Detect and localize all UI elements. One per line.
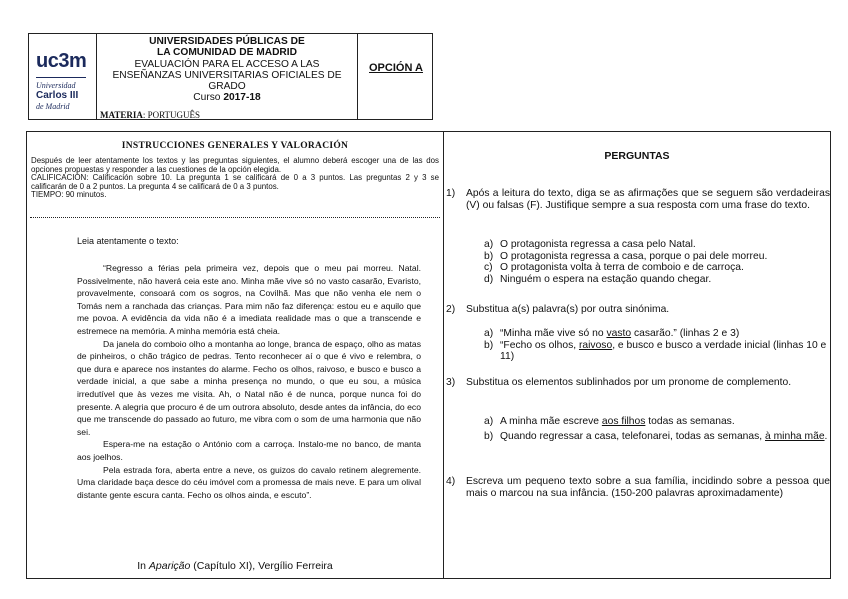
question-number: 4)	[446, 476, 456, 487]
item-text-tail: .	[824, 430, 828, 442]
underlined-words: à minha mãe	[765, 430, 825, 442]
header-curso	[97, 92, 357, 103]
materia-value: : PORTUGUÊS	[142, 110, 201, 120]
header-title-line-2: LA COMUNIDAD DE MADRID	[157, 47, 297, 59]
header-materia	[100, 110, 200, 120]
question-text: Escreva um pequeno texto sobre a sua família, incidindo sobre a pessoa que mais o marcou na sua infância. (150-200 palavras aproximadamente)	[466, 476, 830, 499]
underlined-word: raivoso	[578, 339, 613, 351]
text-intro: Leia atentamente o texto:	[77, 236, 179, 246]
item-text: O protagonista volta à terra de comboio e de carroça.	[500, 262, 744, 274]
item-letter: b)	[484, 250, 494, 262]
text-citation	[30, 560, 440, 572]
curso-value: 2017-18	[223, 92, 261, 104]
instructions-text	[31, 157, 439, 200]
header-eval-line-3: GRADO	[208, 81, 246, 93]
header-title-block	[97, 33, 357, 120]
logo-line-2: Carlos III	[36, 90, 79, 101]
underlined-words: aos filhos	[601, 416, 646, 427]
question-text: Substitua a(s) palavra(s) por outra sinónima.	[466, 304, 670, 315]
cite-work: Aparição	[148, 560, 191, 572]
text-paragraph-1: “Regresso a férias pela primeira vez, depois que o meu pai morreu. Natal. Possivelmente, não haverá ceia este ano. Minha mãe vive só no vasto casarão, Evaristo, provavelmente, consoará com os sogros, na Covilhã. Mas que não venha ele nem o Tomás nem a ranchada das crianças. Para mim não faz diferença: estou eu e aquilo que me povoa. A evidência da vida não é a imediata realidade mas o que a transcende e estremece na memória. A minha memória está cheia.	[77, 263, 421, 336]
cite-suffix: (Capítulo XI), Vergílio Ferreira	[190, 560, 333, 572]
question-text: Substitua os elementos sublinhados por um pronome de complemento.	[466, 377, 792, 388]
column-divider	[443, 131, 444, 579]
header-title-line-1: UNIVERSIDADES PÚBLICAS DE	[149, 36, 305, 47]
item-letter: a)	[484, 416, 494, 427]
list-item	[484, 262, 830, 274]
list-item	[484, 251, 830, 263]
item-letter: d)	[484, 273, 494, 285]
question-1-items	[484, 239, 830, 285]
item-letter: b)	[484, 430, 494, 442]
header-eval-line-2: ENSEÑANZAS UNIVERSITARIAS OFICIALES DE	[112, 69, 342, 81]
item-text: O protagonista regressa a casa pelo Natal.	[500, 239, 696, 250]
question-number: 1)	[446, 188, 456, 199]
logo-line-1: Universidad	[36, 81, 76, 90]
text-paragraph-4: Pela estrada fora, aberta entre a neve, os guizos do cavalo retinem alegremente. Uma claridade baça desce do céu imóvel com a promessa de mais neve. E para um olival distante gente escura canta. Fecho os olhos ainda, e escuto”.	[77, 464, 421, 500]
list-item	[484, 431, 830, 443]
item-text: “Fecho os olhos,	[500, 339, 579, 351]
text-paragraph-3: Espera-me na estação o António com a carroça. Instalo-me no banco, de manta aos joelhos.	[77, 439, 421, 462]
list-item	[484, 328, 830, 340]
item-letter: c)	[484, 262, 493, 274]
question-2	[446, 304, 830, 316]
list-item	[484, 340, 830, 363]
logo-line-3: de Madrid	[36, 102, 70, 111]
item-text-tail: todas as semanas.	[645, 416, 735, 427]
instructions-title: INSTRUCCIONES GENERALES Y VALORACIÓN	[121, 141, 349, 151]
reading-text	[77, 262, 421, 501]
question-2-items	[484, 328, 830, 363]
item-text: Quando regressar a casa, telefonarei, todas as semanas,	[500, 430, 766, 442]
question-4	[446, 476, 830, 499]
item-text: O protagonista regressa a casa, porque o pai dele morreu.	[500, 250, 768, 262]
text-paragraph-2: Da janela do comboio olho a montanha ao longe, branca de espaço, olho as matas de pinheiros, o chão trágico de pedras. Tento reconhecer aí o que é vivo e relembra, o que dura e aparece nos instantes do alarme. Fecho os olhos, raivoso, e busco e busco a verdade inicial, a que sabe a minha presença no mundo, o que eu sou, a música irredutível que às vezes me visita. Ah, o Natal não é de nunca, porque nunca foi do presente. A alegria que procuro é de um outrora absoluto, desde antes da infância, do eco que me transcende do passado ao futuro, me vibra com o som de uma harmonia que não sei.	[77, 338, 421, 437]
underlined-word: vasto	[606, 328, 632, 339]
item-text: Ninguém o espera na estação quando chegar.	[500, 273, 712, 285]
materia-label: MATERIA	[100, 110, 143, 120]
question-1	[446, 188, 830, 211]
instructions-para-2: CALIFICACIÓN: Calificación sobre 10. La pregunta 1 se calificará de 0 a 3 puntos. Las preguntas 2 y 3 se calificarán de 0 a 2 puntos. La pregunta 4 se calificará de 0 a 3 puntos.	[31, 173, 439, 191]
item-letter: a)	[484, 239, 494, 250]
instructions-para-1: Después de leer atentamente los textos y las preguntas siguientes, el alumno deberá escoger una de las dos opciones propuestas y responder a las cuestiones de la opción elegida.	[31, 156, 439, 174]
questions-title: PERGUNTAS	[604, 150, 670, 162]
item-text-tail: casarão.” (linhas 2 e 3)	[631, 328, 740, 339]
list-item	[484, 416, 830, 428]
curso-label: Curso	[193, 92, 224, 104]
item-text: A minha mãe escreve	[500, 416, 602, 427]
logo-mark: uc3m	[36, 50, 87, 72]
item-letter: a)	[484, 328, 494, 339]
list-item	[484, 274, 830, 286]
question-text: Após a leitura do texto, diga se as afirmações que se seguem são verdadeiras (V) ou falsas (F). Justifique sempre a sua resposta com uma frase do texto.	[466, 188, 830, 211]
question-3	[446, 377, 830, 389]
question-3-items	[484, 416, 830, 442]
option-cell	[357, 33, 433, 120]
item-letter: b)	[484, 339, 494, 351]
item-text: “Minha mãe vive só no	[500, 328, 607, 339]
university-logo	[28, 33, 97, 120]
header-eval-line-1: EVALUACIÓN PARA EL ACCESO A LAS	[134, 58, 320, 70]
question-number: 2)	[446, 304, 456, 315]
list-item	[484, 239, 830, 251]
dotted-separator	[30, 217, 440, 218]
question-number: 3)	[446, 377, 456, 388]
option-label: OPCIÓN A	[369, 62, 423, 74]
logo-rule	[36, 77, 86, 78]
cite-prefix: In	[137, 560, 149, 572]
item-text-tail: , e busco e busco a verdade inicial (linhas 10 e 11)	[500, 339, 827, 363]
instructions-para-3: TIEMPO: 90 minutos.	[31, 190, 107, 200]
